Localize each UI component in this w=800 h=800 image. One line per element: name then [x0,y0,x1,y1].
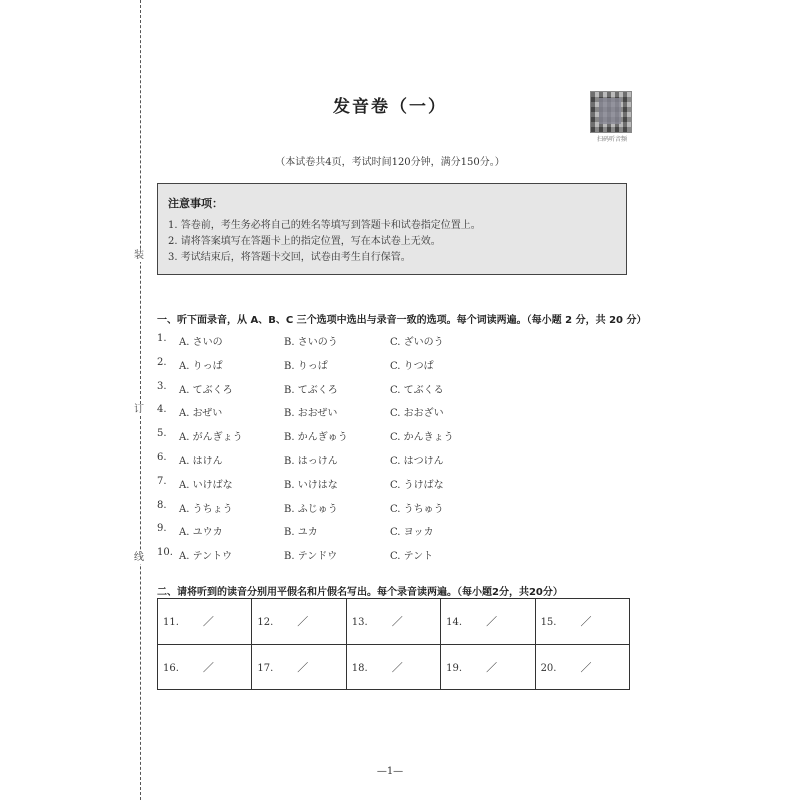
page-number: —1— [376,766,404,777]
question-number: 4. [157,404,167,416]
notice-box [157,183,627,275]
answer-cell-number: 11. [163,617,179,629]
option-b[interactable]: B. ふじゅう [284,503,338,515]
answer-row [158,599,630,645]
option-b[interactable]: B. かんぎゅう [284,432,348,444]
option-c[interactable]: C. うちゅう [390,503,444,515]
option-c[interactable]: C. かんきょう [390,432,454,444]
option-a[interactable]: A. はけん [179,456,223,467]
section-1-title: 一、听下面录音，从 A、B、C 三个选项中选出与录音一致的选项。每个词读两遍。（每小题 2 分，共 20 分） [157,315,647,326]
page-title: 发音卷（一） [333,97,447,117]
slash-divider: ／ [486,615,498,629]
answer-cell[interactable] [441,599,535,645]
answer-cell-number: 15. [540,617,557,629]
option-c[interactable]: C. テント [390,551,434,563]
binding-mark-1: 装 [134,250,144,261]
question-number: 9. [157,523,167,535]
slash-divider: ／ [486,660,498,674]
option-b[interactable]: B. りっぱ [284,360,328,372]
option-b[interactable]: B. ユカ [284,527,318,539]
answer-cell[interactable] [158,644,252,690]
answer-cell-number: 12. [257,617,274,629]
option-a[interactable]: A. てぶくろ [179,384,233,396]
answer-cell[interactable] [252,599,346,645]
option-b[interactable]: B. てぶくろ [284,384,338,396]
question-number: 5. [157,428,167,440]
question-number: 10. [157,547,173,559]
option-a[interactable]: A. ユウカ [179,527,223,539]
answer-cell-number: 16. [163,662,179,674]
answer-cell[interactable] [441,644,535,690]
slash-divider: ／ [580,615,592,629]
option-a[interactable]: A. テントウ [179,551,233,563]
option-a[interactable]: A. うちょう [179,503,233,515]
binding-mark-3: 线 [134,552,144,563]
option-a[interactable]: A. がんぎょう [179,432,243,444]
option-a[interactable]: A. さいの [179,337,223,348]
question-number: 3. [157,380,167,392]
option-b[interactable]: B. おおぜい [284,408,338,420]
option-c[interactable]: C. りつぱ [390,360,434,372]
slash-divider: ／ [297,615,309,629]
qr-caption: 扫码听音频 [596,136,627,143]
answer-cell-number: 14. [446,617,463,629]
option-a[interactable]: A. おぜい [179,408,223,420]
option-c[interactable]: C. ざいのう [390,337,444,348]
question-number: 2. [157,356,167,368]
slash-divider: ／ [297,660,309,674]
answer-cell-number: 19. [446,662,463,674]
option-c[interactable]: C. ヨッカ [390,527,434,539]
option-a[interactable]: A. りっぱ [179,360,223,372]
answer-row [158,644,630,690]
question-number: 6. [157,452,167,463]
answer-cell-number: 20. [540,662,557,674]
slash-divider: ／ [391,660,403,674]
answer-cell[interactable] [252,644,346,690]
slash-divider: ／ [202,660,214,674]
option-c[interactable]: C. てぶくる [390,384,444,396]
option-b[interactable]: B. さいのう [284,337,338,348]
answer-cell-number: 13. [351,617,368,629]
slash-divider: ／ [391,615,403,629]
question-number: 8. [157,499,167,511]
option-b[interactable]: B. はっけん [284,456,338,467]
section-2-title: 二、请将听到的读音分别用平假名和片假名写出。每个录音读两遍。（每小题2分，共20分） [157,587,563,598]
slash-divider: ／ [580,660,592,674]
binding-line [140,0,141,800]
option-c[interactable]: C. おおざい [390,408,444,420]
question-number: 1. [157,333,167,344]
slash-divider: ／ [202,615,214,629]
notice-item: 2. 请将答案填写在答题卡上的指定位置，写在本试卷上无效。 [168,236,441,247]
question-number: 7. [157,475,167,487]
exam-subtitle: （本试卷共4页，考试时间120分钟，满分150分。） [275,157,505,168]
answer-cell-number: 18. [351,662,368,674]
binding-mark-2: 订 [134,404,144,415]
notice-title: 注意事项： [168,197,223,210]
answer-cell[interactable] [158,599,252,645]
option-b[interactable]: B. テンドウ [284,551,338,563]
option-b[interactable]: B. いけはな [284,479,338,491]
answer-cell[interactable] [346,644,440,690]
notice-item: 3. 考试结束后，将答题卡交回，试卷由考生自行保管。 [168,252,411,263]
answer-cell[interactable] [535,644,629,690]
answer-cell[interactable] [346,599,440,645]
option-c[interactable]: C. はつけん [390,456,444,467]
notice-item: 1. 答卷前，考生务必将自己的姓名等填写到答题卡和试卷指定位置上。 [168,220,481,231]
option-c[interactable]: C. うけばな [390,479,444,491]
qr-code-icon[interactable] [590,91,632,133]
answer-cell[interactable] [535,599,629,645]
answer-table [157,598,630,690]
option-a[interactable]: A. いけばな [179,479,233,491]
answer-cell-number: 17. [257,662,274,674]
